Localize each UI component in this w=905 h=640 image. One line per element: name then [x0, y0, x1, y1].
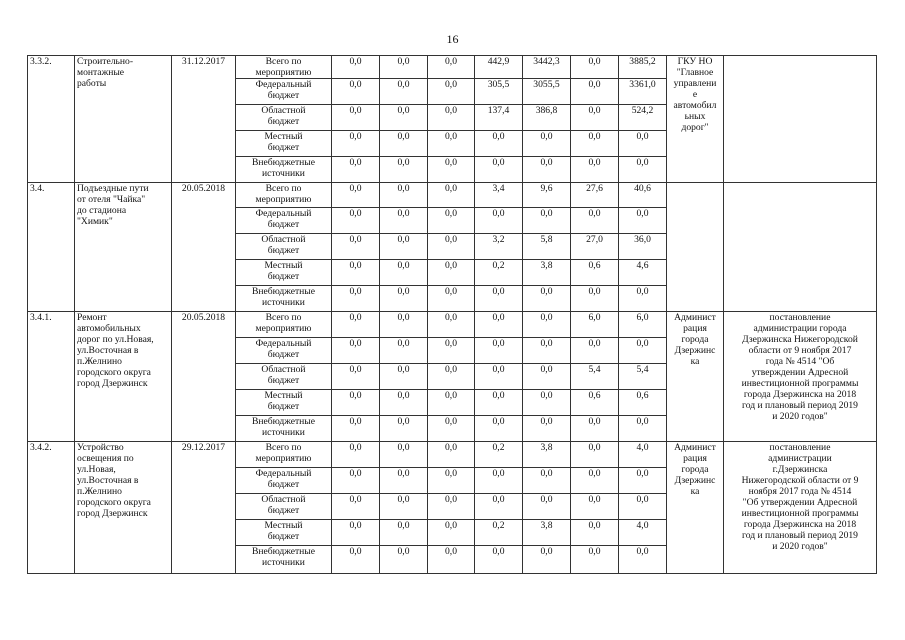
- amount-cell: 0,0: [380, 338, 428, 364]
- budget-table: [27, 55, 877, 574]
- amount-cell: 3055,5: [523, 79, 571, 105]
- executor-cell: ГКУ НО "Главное управлени е автомобил ьных дорог": [667, 56, 724, 183]
- amount-cell: 0,2: [475, 520, 523, 546]
- amount-cell: 0,0: [571, 157, 619, 183]
- amount-cell: 524,2: [619, 105, 667, 131]
- amount-cell: 0,0: [380, 546, 428, 574]
- amount-cell: 0,0: [332, 442, 380, 468]
- amount-cell: 0,0: [380, 79, 428, 105]
- amount-cell: 0,0: [332, 312, 380, 338]
- funding-source-label: Федеральный бюджет: [236, 338, 332, 364]
- amount-cell: 0,0: [571, 338, 619, 364]
- deadline-date: 20.05.2018: [172, 312, 236, 442]
- funding-source-label: Областной бюджет: [236, 494, 332, 520]
- amount-cell: 0,6: [619, 390, 667, 416]
- executor-cell: Админист рация города Дзержинс ка: [667, 442, 724, 574]
- amount-cell: 0,0: [475, 208, 523, 234]
- amount-cell: 0,0: [428, 105, 475, 131]
- amount-cell: 0,0: [332, 56, 380, 79]
- amount-cell: 0,0: [619, 546, 667, 574]
- amount-cell: 0,2: [475, 260, 523, 286]
- amount-cell: 0,0: [380, 468, 428, 494]
- legal-basis-cell: постановление администрации города Дзержинска Нижегородской области от 9 ноября 2017 года № 4514 "Об утверждении Адресной инвестиционной программы города Дзержинска на 2018 год и плановый период 2019 и 2020 годов": [724, 312, 877, 442]
- amount-cell: 137,4: [475, 105, 523, 131]
- amount-cell: 4,0: [619, 442, 667, 468]
- deadline-date: 29.12.2017: [172, 442, 236, 574]
- amount-cell: 27,6: [571, 183, 619, 208]
- page-number: 16: [446, 32, 459, 46]
- amount-cell: 0,0: [619, 208, 667, 234]
- funding-source-label: Федеральный бюджет: [236, 79, 332, 105]
- amount-cell: 4,0: [619, 520, 667, 546]
- measure-name: Устройство освещения по ул.Новая, ул.Восточная в п.Желнино городского округа город Дзержинск: [75, 442, 172, 574]
- amount-cell: 0,0: [332, 338, 380, 364]
- amount-cell: 0,0: [428, 286, 475, 312]
- amount-cell: 9,6: [523, 183, 571, 208]
- amount-cell: 0,0: [428, 338, 475, 364]
- amount-cell: 0,0: [332, 260, 380, 286]
- amount-cell: 0,0: [380, 183, 428, 208]
- amount-cell: 0,0: [380, 312, 428, 338]
- legal-basis-cell: [724, 183, 877, 312]
- amount-cell: 0,0: [523, 494, 571, 520]
- measure-code: 3.4.1.: [28, 312, 75, 442]
- amount-cell: 40,6: [619, 183, 667, 208]
- deadline-date: 31.12.2017: [172, 56, 236, 183]
- amount-cell: 0,0: [571, 131, 619, 157]
- amount-cell: 0,0: [332, 416, 380, 442]
- amount-cell: 0,0: [523, 312, 571, 338]
- amount-cell: 0,0: [428, 208, 475, 234]
- amount-cell: 0,0: [332, 364, 380, 390]
- amount-cell: 0,0: [428, 442, 475, 468]
- table-row: [28, 56, 877, 79]
- amount-cell: 386,8: [523, 105, 571, 131]
- amount-cell: 3,8: [523, 260, 571, 286]
- funding-source-label: Внебюджетные источники: [236, 546, 332, 574]
- amount-cell: 0,0: [571, 546, 619, 574]
- funding-source-label: Федеральный бюджет: [236, 208, 332, 234]
- amount-cell: 0,0: [380, 260, 428, 286]
- amount-cell: 0,0: [475, 416, 523, 442]
- amount-cell: 0,0: [428, 79, 475, 105]
- amount-cell: 0,0: [380, 364, 428, 390]
- measure-code: 3.4.: [28, 183, 75, 312]
- funding-source-label: Областной бюджет: [236, 234, 332, 260]
- amount-cell: 442,9: [475, 56, 523, 79]
- amount-cell: 0,0: [475, 390, 523, 416]
- amount-cell: 0,0: [332, 234, 380, 260]
- amount-cell: 0,0: [523, 468, 571, 494]
- measure-name: Подъездные пути от отеля "Чайка" до стадиона "Химик": [75, 183, 172, 312]
- legal-basis-cell: постановление администрации г.Дзержинска Нижегородской области от 9 ноября 2017 года № 4514 "Об утверждении Адресной инвестиционной программы города Дзержинска на 2018 год и плановый период 2019 и 2020 годов": [724, 442, 877, 574]
- amount-cell: 0,0: [332, 286, 380, 312]
- funding-source-label: Областной бюджет: [236, 105, 332, 131]
- funding-source-label: Областной бюджет: [236, 364, 332, 390]
- amount-cell: 0,0: [428, 416, 475, 442]
- table-row: [28, 442, 877, 468]
- amount-cell: 6,0: [571, 312, 619, 338]
- amount-cell: 0,6: [571, 260, 619, 286]
- funding-source-label: Местный бюджет: [236, 520, 332, 546]
- amount-cell: 0,0: [523, 131, 571, 157]
- amount-cell: 0,0: [332, 131, 380, 157]
- amount-cell: 0,0: [428, 390, 475, 416]
- amount-cell: 0,0: [619, 131, 667, 157]
- amount-cell: 0,0: [380, 157, 428, 183]
- table-row: [28, 183, 877, 208]
- amount-cell: 0,0: [380, 520, 428, 546]
- amount-cell: 0,0: [523, 546, 571, 574]
- amount-cell: 0,0: [380, 494, 428, 520]
- amount-cell: 0,0: [475, 546, 523, 574]
- amount-cell: 0,0: [332, 468, 380, 494]
- amount-cell: 0,0: [428, 260, 475, 286]
- amount-cell: 0,0: [380, 390, 428, 416]
- amount-cell: 0,0: [428, 468, 475, 494]
- amount-cell: 0,0: [332, 520, 380, 546]
- amount-cell: 0,0: [475, 131, 523, 157]
- amount-cell: 0,0: [380, 416, 428, 442]
- amount-cell: 0,0: [428, 234, 475, 260]
- amount-cell: 0,0: [571, 442, 619, 468]
- amount-cell: 0,0: [523, 157, 571, 183]
- amount-cell: 0,0: [380, 442, 428, 468]
- measure-code: 3.4.2.: [28, 442, 75, 574]
- amount-cell: 0,0: [523, 286, 571, 312]
- funding-source-label: Всего по мероприятию: [236, 312, 332, 338]
- amount-cell: 0,0: [619, 416, 667, 442]
- amount-cell: 0,0: [571, 416, 619, 442]
- amount-cell: 0,0: [428, 520, 475, 546]
- amount-cell: 0,0: [428, 312, 475, 338]
- deadline-date: 20.05.2018: [172, 183, 236, 312]
- amount-cell: 3,8: [523, 520, 571, 546]
- amount-cell: 3,2: [475, 234, 523, 260]
- funding-source-label: Местный бюджет: [236, 260, 332, 286]
- executor-cell: [667, 183, 724, 312]
- amount-cell: 0,0: [523, 390, 571, 416]
- amount-cell: 36,0: [619, 234, 667, 260]
- amount-cell: 0,0: [332, 546, 380, 574]
- amount-cell: 0,0: [475, 157, 523, 183]
- amount-cell: 3,4: [475, 183, 523, 208]
- amount-cell: 0,0: [571, 494, 619, 520]
- amount-cell: 3,8: [523, 442, 571, 468]
- amount-cell: 0,6: [571, 390, 619, 416]
- measure-name: Ремонт автомобильных дорог по ул.Новая, ул.Восточная в п.Желнино городского округа город Дзержинск: [75, 312, 172, 442]
- amount-cell: 0,0: [380, 208, 428, 234]
- amount-cell: 5,4: [571, 364, 619, 390]
- amount-cell: 3361,0: [619, 79, 667, 105]
- amount-cell: 0,0: [475, 468, 523, 494]
- amount-cell: 0,0: [380, 105, 428, 131]
- legal-basis-cell: [724, 56, 877, 183]
- funding-source-label: Всего по мероприятию: [236, 56, 332, 79]
- measure-name: Строительно- монтажные работы: [75, 56, 172, 183]
- amount-cell: 4,6: [619, 260, 667, 286]
- amount-cell: 0,0: [571, 79, 619, 105]
- amount-cell: 0,0: [380, 131, 428, 157]
- amount-cell: 0,0: [428, 494, 475, 520]
- amount-cell: 0,0: [428, 157, 475, 183]
- amount-cell: 0,0: [332, 157, 380, 183]
- amount-cell: 0,0: [475, 494, 523, 520]
- amount-cell: 0,0: [571, 105, 619, 131]
- funding-source-label: Внебюджетные источники: [236, 286, 332, 312]
- amount-cell: 0,0: [332, 79, 380, 105]
- funding-source-label: Местный бюджет: [236, 390, 332, 416]
- amount-cell: 0,0: [523, 338, 571, 364]
- amount-cell: 0,0: [332, 208, 380, 234]
- funding-source-label: Всего по мероприятию: [236, 442, 332, 468]
- measure-code: 3.3.2.: [28, 56, 75, 183]
- funding-source-label: Всего по мероприятию: [236, 183, 332, 208]
- amount-cell: 0,0: [380, 234, 428, 260]
- amount-cell: 0,0: [332, 390, 380, 416]
- amount-cell: 0,0: [475, 364, 523, 390]
- amount-cell: 305,5: [475, 79, 523, 105]
- amount-cell: 0,0: [523, 364, 571, 390]
- funding-source-label: Местный бюджет: [236, 131, 332, 157]
- amount-cell: 0,0: [475, 338, 523, 364]
- amount-cell: 0,0: [571, 208, 619, 234]
- amount-cell: 0,0: [475, 286, 523, 312]
- amount-cell: 0,0: [619, 286, 667, 312]
- amount-cell: 0,0: [475, 312, 523, 338]
- amount-cell: 5,8: [523, 234, 571, 260]
- amount-cell: 0,0: [571, 286, 619, 312]
- amount-cell: 0,0: [428, 56, 475, 79]
- amount-cell: 0,0: [619, 494, 667, 520]
- table-row: [28, 312, 877, 338]
- amount-cell: 0,0: [428, 183, 475, 208]
- amount-cell: 0,0: [523, 208, 571, 234]
- amount-cell: 27,0: [571, 234, 619, 260]
- amount-cell: 0,0: [428, 364, 475, 390]
- amount-cell: 0,0: [571, 468, 619, 494]
- amount-cell: 6,0: [619, 312, 667, 338]
- executor-cell: Админист рация города Дзержинс ка: [667, 312, 724, 442]
- amount-cell: 0,0: [619, 468, 667, 494]
- amount-cell: 3885,2: [619, 56, 667, 79]
- amount-cell: 3442,3: [523, 56, 571, 79]
- amount-cell: 0,0: [571, 56, 619, 79]
- amount-cell: 0,0: [332, 494, 380, 520]
- amount-cell: 0,0: [380, 286, 428, 312]
- amount-cell: 0,0: [428, 131, 475, 157]
- funding-source-label: Внебюджетные источники: [236, 416, 332, 442]
- amount-cell: 0,0: [619, 157, 667, 183]
- amount-cell: 0,0: [332, 105, 380, 131]
- amount-cell: 0,0: [523, 416, 571, 442]
- amount-cell: 5,4: [619, 364, 667, 390]
- amount-cell: 0,0: [619, 338, 667, 364]
- amount-cell: 0,0: [428, 546, 475, 574]
- amount-cell: 0,2: [475, 442, 523, 468]
- amount-cell: 0,0: [380, 56, 428, 79]
- funding-source-label: Внебюджетные источники: [236, 157, 332, 183]
- funding-source-label: Федеральный бюджет: [236, 468, 332, 494]
- amount-cell: 0,0: [571, 520, 619, 546]
- amount-cell: 0,0: [332, 183, 380, 208]
